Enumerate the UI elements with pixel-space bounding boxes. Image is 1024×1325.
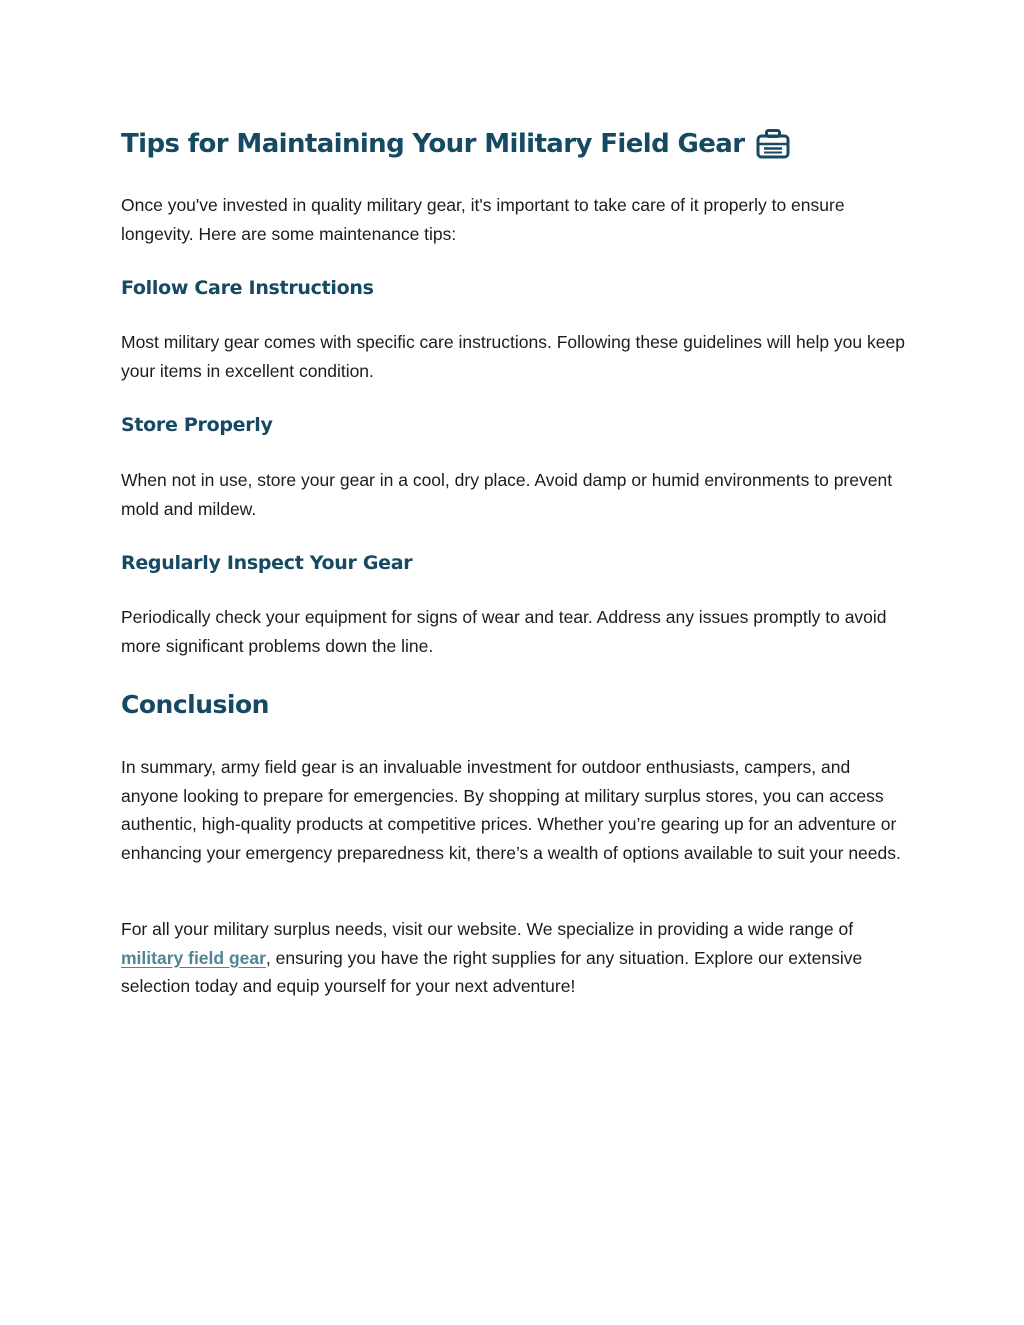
military-field-gear-link[interactable]: military field gear <box>121 947 266 968</box>
intro-paragraph: Once you've invested in quality military gear, it's important to take care of it properly to ensure longevity. Here are some maintenance tips: <box>121 195 845 244</box>
title-row <box>121 122 790 166</box>
section-heading-store: Store Properly <box>121 414 273 436</box>
toolbox-icon <box>756 128 790 160</box>
final-text-before: For all your military surplus needs, visit our website. We specialize in providing a wide range of <box>121 919 854 939</box>
final-text-after: , ensuring you have the right supplies for any situation. Explore our extensive selection today and equip yourself for your next adventure! <box>121 947 863 997</box>
section-heading-care: Follow Care Instructions <box>121 277 374 299</box>
final-paragraph <box>121 915 911 1001</box>
section-body-inspect: Periodically check your equipment for signs of wear and tear. Address any issues promptly to avoid more significant problems down the line. <box>121 607 887 656</box>
section-body-store: When not in use, store your gear in a cool, dry place. Avoid damp or humid environments to prevent mold and mildew. <box>121 470 893 519</box>
page-title: Tips for Maintaining Your Military Field Gear <box>121 129 745 159</box>
conclusion-heading: Conclusion <box>121 690 269 719</box>
section-heading-inspect: Regularly Inspect Your Gear <box>121 552 413 574</box>
section-body-care: Most military gear comes with specific care instructions. Following these guidelines will help you keep your items in excellent condition. <box>121 332 905 381</box>
conclusion-body: In summary, army field gear is an invaluable investment for outdoor enthusiasts, campers, and anyone looking to prepare for emergencies. By shopping at military surplus stores, you can access authentic, high-quality products at competitive prices. Whether you’re gearing up for an adventure or enhancing your emergency preparedness kit, there’s a wealth of options available to suit your needs. <box>121 757 901 863</box>
